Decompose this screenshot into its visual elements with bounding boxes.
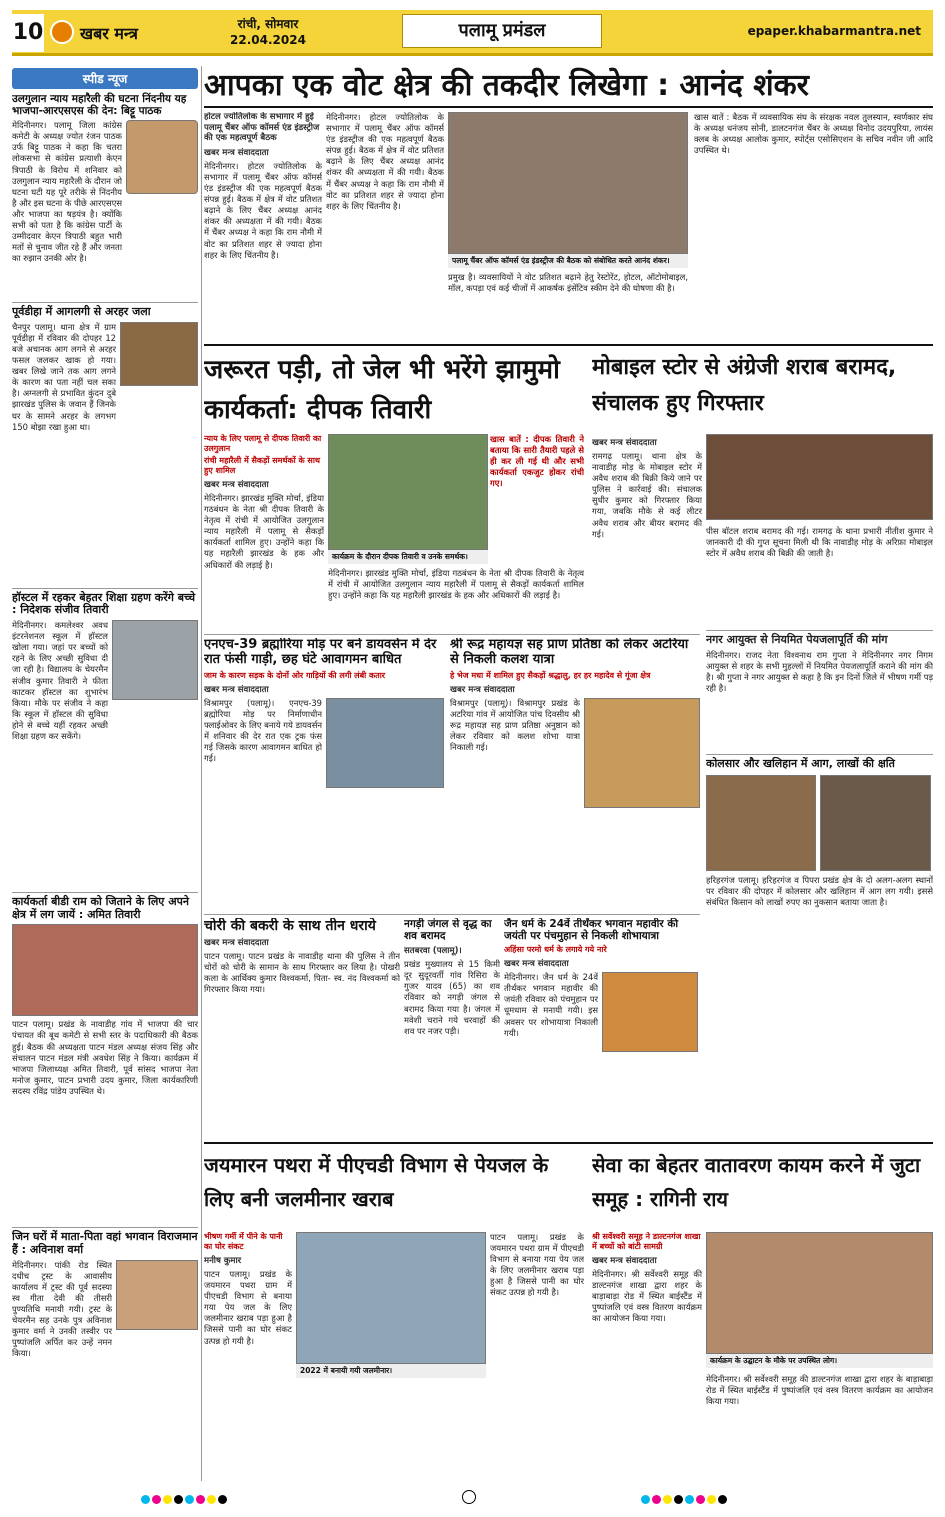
- truck-jam-photo: [326, 698, 444, 788]
- registration-mark-icon: [462, 1490, 476, 1504]
- story2-headline-box: [204, 350, 584, 434]
- story2-body: मेदिनीनगर। झारखंड मुक्ति मोर्चा, इंडिया गठबंधन के नेता श्री दीपक तिवारी के नेतृत्व में रांची में आयोजित उलगुलान न्याय महारैली में पलामू से सैकड़ों कार्यकर्ता शामिल हुए। उन्होंने कहा कि यह महारैली झारखंड के हक और अधिकारों की लड़ाई है।: [204, 493, 324, 570]
- story5-body: विश्रामपुर (पलामू)। एनएच-39 ब्रह्मोरिया मोड़ पर निर्माणाधीन फ्लाईओवर के लिए बनाये गये डायवर्सन में शनिवार की देर रात एक ट्रक फंस गई जिसके कारण आवागमन बाधित हो गई।: [204, 697, 322, 764]
- story6-byline: खबर मन्त्र संवाददाता: [450, 684, 515, 695]
- story9: [404, 918, 500, 1138]
- jain-procession-photo: [602, 972, 698, 1052]
- speed-news-tag: स्पीड न्यूज: [12, 68, 198, 89]
- lead-body-cont: मेदिनीनगर। होटल ज्योतिलोक के सभागार में पलामू चैंबर ऑफ कॉमर्स एंड इंडस्ट्रीज की एक महत्वपूर्ण बैठक संपन्न हुई। बैठक में क्षेत्र में वोट प्रतिशत बढ़ाने के लिए चैंबर अध्यक्ष आनंद शंकर की अध्यक्षता में की गयी। बैठक में चैंबर अध्यक्ष ने कहा कि राम नौमी में वोट का प्रतिशत शहर से ज्यादा होना शहर के लिए चिंतनीय है।: [326, 112, 444, 211]
- story9-byline: सतबरवा (पलामू)।: [404, 946, 462, 957]
- story3-photo-box: [706, 434, 933, 522]
- story12-bullet: श्री सर्वेश्वरी समूह ने डाल्टनगंज शाखा में बच्चों को बांटी सामग्री: [592, 1232, 701, 1251]
- story7-headline: कोलसार और खलिहान में आग, लाखों की क्षति: [706, 757, 895, 770]
- water-tower-photo: [296, 1232, 486, 1364]
- kalash-yatra-photo: [584, 698, 700, 808]
- story2-headline: जरूरत पड़ी, तो जेल भी भरेंगे झामुमो कार्यकर्ता: दीपक तिवारी: [204, 355, 560, 425]
- story12-body: मेदिनीनगर। श्री सर्वेश्वरी समूह की डाल्टनगंज शाखा द्वारा शहर के बाड़ाबाड़ा रोड में स्थित बाईस्टैंड में पुष्पांजलि एवं वस्त्र वितरण कार्यक्रम का आयोजन किया गया।: [592, 1269, 702, 1324]
- story6-headline: श्री रूद्र महायज्ञ सह प्राण प्रतिष्ठा को लेकर अटरिया से निकली कलश यात्रा: [450, 638, 689, 667]
- story2-body-cont: मेदिनीनगर। झारखंड मुक्ति मोर्चा, इंडिया गठबंधन के नेता श्री दीपक तिवारी के नेतृत्व में रांची में आयोजित उलगुलान न्याय महारैली में पलामू से सैकड़ों कार्यकर्ता शामिल हुए। उन्होंने कहा कि यह महारैली झारखंड के हक और अधिकारों की लड़ाई है।: [328, 568, 584, 601]
- lead-photo-box: [448, 112, 688, 270]
- story5-headline: एनएच-39 ब्रह्मोरिया मोड़ पर बने डायवर्सन में देर रात फंसी गाड़ी, छह घंटे आवागमन बाधित: [204, 638, 437, 667]
- story5-bullet: जाम के कारण सड़क के दोनों ओर गाड़ियों की लगी लंबी कतार: [204, 670, 386, 680]
- column-divider: [201, 66, 202, 1481]
- story11-photo-box: [296, 1232, 486, 1382]
- story4-headline: नगर आयुक्त से नियमित पेयजलापूर्ति की मांग: [706, 633, 888, 646]
- lead-photo-caption: पलामू चैंबर ऑफ कॉमर्स एंड इंडस्ट्रीज की बैठक को संबोधित करते आनंद शंकर।: [448, 254, 688, 268]
- lead-bottom: [448, 272, 688, 312]
- meeting-photo: [12, 924, 198, 1016]
- story2-side-note: खास बातें : दीपक तिवारी ने बताया कि सारी तैयारी पहले से ही कर ली गई थी और सभी कार्यकर्ता एकजुट होकर रांची गए।: [490, 434, 584, 489]
- edition-info: [230, 16, 306, 48]
- story11-body: पाटन पलामू। प्रखंड के जयमारन पथरा ग्राम में पीएचडी विभाग से बनाया गया पेय जल के लिए जलमीनार खराब पड़ा हुआ है जिससे पानी का घोर संकट उत्पन्न हो गयी है।: [204, 1269, 292, 1346]
- story2-photo-box: [328, 434, 488, 564]
- story3-headline: मोबाइल स्टोर से अंग्रेजी शराब बरामद, संचालक हुए गिरफ्तार: [592, 355, 897, 416]
- khalihan-fire-photo: [820, 775, 931, 871]
- story7-photos: [706, 775, 933, 871]
- speed-item-1-body: मेदिनीनगर। पलामू जिला कांग्रेस कमेटी के अध्यक्ष ज्योत रंजन पाठक उर्फ बिट्टू पाठक ने कहा कि चतरा लोकसभा से कांग्रेस प्रत्याशी केएन त्रिपाठी के विरोध में शनिवार को उलगुलान न्याय महारैली के दौरान जो घटना घटी यह पूरे तरीके से निंदनीय है और इस घटना के पीछे आरएसएस और भाजपा का षड़यंत्र है। क्योंकि सभी को पता है कि कांग्रेस पार्टी के उम्मीदवार केएन त्रिपाठी बहुत भारी मतों से चुनाव जीत रहे हैं और जनता का रुझान उनकी ओर है।: [12, 120, 122, 264]
- story3-col-1: [592, 434, 702, 664]
- story6: [450, 638, 700, 908]
- lead-body: मेदिनीनगर। होटल ज्योतिलोक के सभागार में पलामू चैंबर ऑफ कॉमर्स एंड इंडस्ट्रीज की एक महत्वपूर्ण बैठक संपन्न हुई। बैठक में क्षेत्र में वोट प्रतिशत बढ़ाने के लिए चैंबर अध्यक्ष आनंद शंकर की अध्यक्षता में की गयी। बैठक में चैंबर अध्यक्ष ने कहा कि राम नौमी में वोट का प्रतिशत शहर से ज्यादा होना शहर के लिए चिंतनीय है।: [204, 160, 322, 260]
- story10-body: मेदिनीनगर। जैन धर्म के 24वें तीर्थंकर भगवान महावीर की जयंती रविवार को पंचमुहान पर धूमधाम से मनायी गयी। इस अवसर पर शोभायात्रा निकाली गयी।: [504, 972, 598, 1038]
- speed-item-5-body: मेदिनीनगर। पांकी रोड स्थित दधीच ट्रस्ट के आवासीय कार्यालय में ट्रस्ट की पूर्व सदस्या स्व गीता देवी की तीसरी पुण्यतिथि मनायी गयी। ट्रस्ट के चेयरमैन सह उनके पुत्र अविनाश कुमार वर्मा ने उनकी तस्वीर पर पुष्पांजलि अर्पित कर उन्हें नमन किया।: [12, 1259, 112, 1359]
- divider: [204, 344, 933, 346]
- story3-body: रामगढ़ पलामू। थाना क्षेत्र के नावाडीह मोड़ के मोबाइल स्टोर में अवैध शराब की बिक्री किये जाने पर पुलिस ने कार्रवाई की। संचालक सुधीर कुमार को गिरफ्तार किया गया, जबकि मौके से कई लीटर अवैध शराब और बीयर बरामद की गई।: [592, 451, 702, 539]
- story12-photo-caption: कार्यक्रम के उद्घाटन के मौके पर उपस्थित लोग।: [706, 1354, 933, 1368]
- lead-side-body: खास बातें : बैठक में व्यवसायिक संघ के संरक्षक नवल तुलस्यान, स्वर्णकार संघ के अध्यक्ष धनंजय सोनी, डालटनगंज चैंबर के अध्यक्ष विनोद उदयपुरिया, लायंस क्लब के अध्यक्ष आलोक कुमार, स्पोर्ट्स एसोसिएशन के सचिव नवीन जी आदि उपस्थित थे।: [694, 112, 933, 156]
- story10-bullet: अहिंसा परमो धर्म के लगाये गये नारे: [504, 945, 607, 955]
- story5: [204, 638, 444, 908]
- story10-byline: खबर मन्त्र संवाददाता: [504, 959, 569, 970]
- story12-photo-box: [706, 1232, 933, 1372]
- samooh-event-photo: [706, 1232, 933, 1354]
- story5-byline: खबर मन्त्र संवाददाता: [204, 684, 269, 695]
- story9-headline: नगड़ी जंगल से वृद्ध का शव बरामद: [404, 918, 492, 943]
- city-day: रांची, सोमवार: [237, 17, 299, 31]
- speed-news-column: [12, 68, 198, 1483]
- speed-item-2-title: पूर्वडीहा में आगलगी से अरहर जला: [12, 302, 198, 319]
- story2-bullet-1: न्याय के लिए पलामू से दीपक तिवारी का उलगुलान: [204, 434, 322, 453]
- story4: [706, 630, 933, 750]
- story11-byline: मनीष कुमार: [204, 1256, 242, 1266]
- rally-photo: [328, 434, 488, 550]
- story7: [706, 754, 933, 1114]
- lead-subhead: होटल ज्योतिलोक के सभागार में हुई पलामू चैंबर ऑफ कॉमर्स एंड इंडस्ट्रीज की एक महत्वपूर्ण बैठक: [204, 112, 320, 144]
- lead-headline-box: [204, 64, 933, 108]
- speed-item-4-body: पाटन पलामू। प्रखंड के नावाडीह गांव में भाजपा की चार पंचायत की बूथ कमेटी से सभी स्तर के पदाधिकारी की बैठक हुई। बैठक की अध्यक्षता पाटन मंडल अध्यक्ष संजय सिंह और संचालन पाटन मंडल मंत्री अवधेश सिंह ने किया। कार्यक्रम में भाजपा जिलाध्यक्ष अमित तिवारी, पूर्व सांसद भाजपा नेता मनोज कुमार, पाटन प्रभारी उदय कुमार, जिला कार्यकारिणी सदस्य रविंद्र पांडेय उपस्थित थे।: [12, 1019, 198, 1096]
- story12-byline: खबर मन्त्र संवाददाता: [592, 1256, 657, 1266]
- liquor-seizure-photo: [706, 434, 933, 520]
- story3-body-2: पीस बॉटल शराब बरामद की गई। रामगढ़ के थाना प्रभारी नीतीश कुमार ने जानकारी दी की गुप्त सूचना मिली थी कि नावाडीह मोड़ के अरिफ़ा मोबाइल स्टोर में अवैध शराब की बिक्री की जाती है।: [706, 526, 933, 559]
- divider: [204, 1142, 933, 1144]
- chamber-meeting-photo: [448, 112, 688, 254]
- story12-col-1: [592, 1232, 702, 1472]
- story3-headline-box: [592, 350, 933, 434]
- lead-col-1: [204, 112, 322, 302]
- story8-body: पाटन पलामू। पाटन प्रखंड के नावाडीह थाना की पुलिस ने तीन चोरों को चोरी के सामान के साथ गिरफ्तार कर लिया है। पोखरी कला के आर्थिक्य कुमार विश्वकर्मा, पिता- स्व. नंद विश्वकर्मा को गिरफ्तार किया गया।: [204, 951, 400, 995]
- story6-bullet: हे भेज मधा में शामिल हुए सैकड़ों श्रद्धालु, हर हर महादेव से गूंजा क्षेत्र: [450, 670, 651, 680]
- divider: [204, 634, 700, 635]
- story11-col-3: [490, 1232, 584, 1472]
- story12-headline-box: [592, 1148, 933, 1230]
- speed-item-2-body: चैनपुर पलामू। थाना क्षेत्र में ग्राम पूर्वडीहा में रविवार की दोपहर 12 बजे अचानक आग लगने से अरहर फसल जलकर खाक हो गया। खबर लिखे जाने तक आग लगने के कारण का पता नहीं चल सका है। अग्नलगी से प्रभावित कुंदन दुबे झारखंड पुलिस के जवान हैं जिनके घर के सामने अरहर के लगभग 150 बोझा रखा हुआ था।: [12, 321, 116, 432]
- fire-photo: [120, 322, 198, 386]
- divider: [204, 914, 700, 915]
- brand-name: खबर मन्त्र: [80, 24, 138, 43]
- story11-body-cont: पाटन पलामू। प्रखंड के जयमारन पथरा ग्राम में पीएचडी विभाग से बनाया गया पेय जल के लिए जलमीनार खराब पड़ा हुआ है जिससे पानी का घोर संकट उत्पन्न हो गयी है।: [490, 1232, 584, 1298]
- brand-logo-icon: [50, 20, 74, 44]
- story11-headline: जयमारन पथरा में पीएचडी विभाग से पेयजल के लिए बनी जलमीनार खराब: [204, 1153, 549, 1211]
- speed-item-3-title: हॉस्टल में रहकर बेहतर शिक्षा ग्रहण करेंगे बच्चे : निदेशक संजीव तिवारी: [12, 588, 198, 617]
- lead-byline: खबर मन्त्र संवाददाता: [204, 147, 269, 158]
- story7-body: हरिहरगंज पलामू। हरिहरगंज व पिपरा प्रखंड क्षेत्र के दो अलग-अलग स्थानों पर रविवार की दोपहर में कोलसार और खलिहान में आग लग गयी। इससे संबंधित किसान को लाखों रुपए का नुकसान बताया जाता है।: [706, 874, 933, 907]
- story9-body: प्रखंड मुख्यालय से 15 किमी दूर सुदूरवर्ती गांव रिसिरा के गुजर यादव (65) का शव रविवार को नगड़ी जंगल से बरामद किया गया है। जंगल में मवेशी चराने गये चरवाहों की शव पर नजर पड़ी।: [404, 959, 500, 1036]
- hostel-photo: [112, 620, 198, 700]
- story2-bullet-2: रांची महारैली में सैकड़ों समर्थकों के साथ हुए शामिल: [204, 456, 321, 475]
- story12-body-cont: मेदिनीनगर। श्री सर्वेश्वरी समूह की डाल्टनगंज शाखा द्वारा शहर के बाड़ाबाड़ा रोड में स्थित बाईस्टैंड में पुष्पांजलि एवं वस्त्र वितरण कार्यक्रम का आयोजन किया गया।: [706, 1374, 933, 1407]
- story8-headline: चोरी की बकरी के साथ तीन धराये: [204, 918, 376, 934]
- kolsar-fire-photo: [706, 775, 816, 871]
- lead-side: [694, 112, 933, 312]
- tribute-photo: [116, 1260, 198, 1330]
- story11-photo-caption: 2022 में बनायी गयी जलमीनार।: [296, 1364, 486, 1378]
- story8: [204, 918, 400, 1138]
- section-title: पलामू प्रमंडल: [402, 14, 602, 48]
- story8-byline: खबर मन्त्र संवाददाता: [204, 938, 269, 949]
- story3-col-2: [706, 526, 933, 626]
- speed-item-3-body: मेदिनीनगर। कमलेश्वर अवध इंटरनेशनल स्कूल में हॉस्टल खोला गया। जहां पर बच्चों को रहने के लिए अच्छी सुविधा दी जा रही है। विद्यालय के चेयरमैन संजीव कुमार तिवारी ने फीता काटकर हॉस्टल का शुभारंभ किया। मौके पर संजीव ने कहा कि स्कूल में हॉस्टल की सुविधा होने से बच्चे यहीं रहकर अच्छी शिक्षा ग्रहण कर सकेंगे।: [12, 620, 108, 741]
- story2-byline: खबर मन्त्र संवाददाता: [204, 480, 269, 490]
- lead-col-2: [326, 112, 444, 302]
- story12-cont: [706, 1374, 933, 1474]
- masthead: [12, 10, 933, 56]
- story11-headline-box: [204, 1148, 584, 1230]
- speed-item-1-title: उलगुलान न्याय महारैली की घटना निंदनीय यह भाजपा-आरएसएस की देन: बिट्टू पाठक: [12, 93, 187, 118]
- story4-body: मेदिनीनगर। राजद नेता विश्वनाथ राम गुप्ता ने मेदिनीनगर नगर निगम आयुक्त से शहर के सभी मुहल्लों में नियमित पेयजलापूर्ति कराने की मांग की है। श्री गुप्ता ने नगर आयुक्त से कहा है कि इन दिनों जिले में भीषण गर्मी पड़ रही है।: [706, 649, 933, 693]
- story11-col-1: [204, 1232, 292, 1472]
- lead-headline: आपका एक वोट क्षेत्र की तकदीर लिखेगा : आनंद शंकर: [204, 68, 809, 103]
- story10-headline: जैन धर्म के 24वें तीर्थंकर भगवान महावीर की जयंती पर पंचमुहान से निकली शोभायात्रा: [504, 918, 679, 943]
- story12-headline: सेवा का बेहतर वातावरण कायम करने में जुटा समूह : रागिनी राय: [592, 1153, 921, 1211]
- speed-item-4-title: कार्यकर्ता बीडी राम को जिताने के लिए अपने क्षेत्र में लग जायें : अमित तिवारी: [12, 892, 198, 921]
- page-number: 10: [12, 14, 44, 52]
- lead-bottom-body: प्रमुख है। व्यवसायियों ने वोट प्रतिशत बढ़ाने हेतु रेस्टोरेंट, होटल, ऑटोमोबाइल, मॉल, कपड़ा एवं कई चीजों में आकर्षक इंसेंटिव स्कीम देने की घोषणा की है।: [448, 272, 688, 294]
- epaper-link[interactable]: epaper.khabarmantra.net: [747, 24, 921, 38]
- story2-photo-caption: कार्यक्रम के दौरान दीपक तिवारी व उनके समर्थक।: [328, 550, 488, 564]
- speaker-photo: [126, 120, 198, 194]
- story3-byline: खबर मन्त्र संवाददाता: [592, 438, 657, 448]
- edition-date: 22.04.2024: [230, 33, 306, 47]
- story10: [504, 918, 700, 1138]
- story11-bullet: भीषण गर्मी में पीने के पानी का घोर संकट: [204, 1232, 283, 1251]
- speed-item-5-title: जिन घरों में माता-पिता वहां भगवान विराजमान हैं : अविनाश वर्मा: [12, 1227, 198, 1256]
- story6-body: विश्रामपुर (पलामू)। विश्रामपुर प्रखंड के अटरिया गांव में आयोजित पांच दिवसीय श्री रूद्र महायज्ञ सह प्राण प्रतिष्ठा अनुष्ठान को लेकर रविवार को कलश शोभा यात्रा निकाली गई।: [450, 697, 580, 753]
